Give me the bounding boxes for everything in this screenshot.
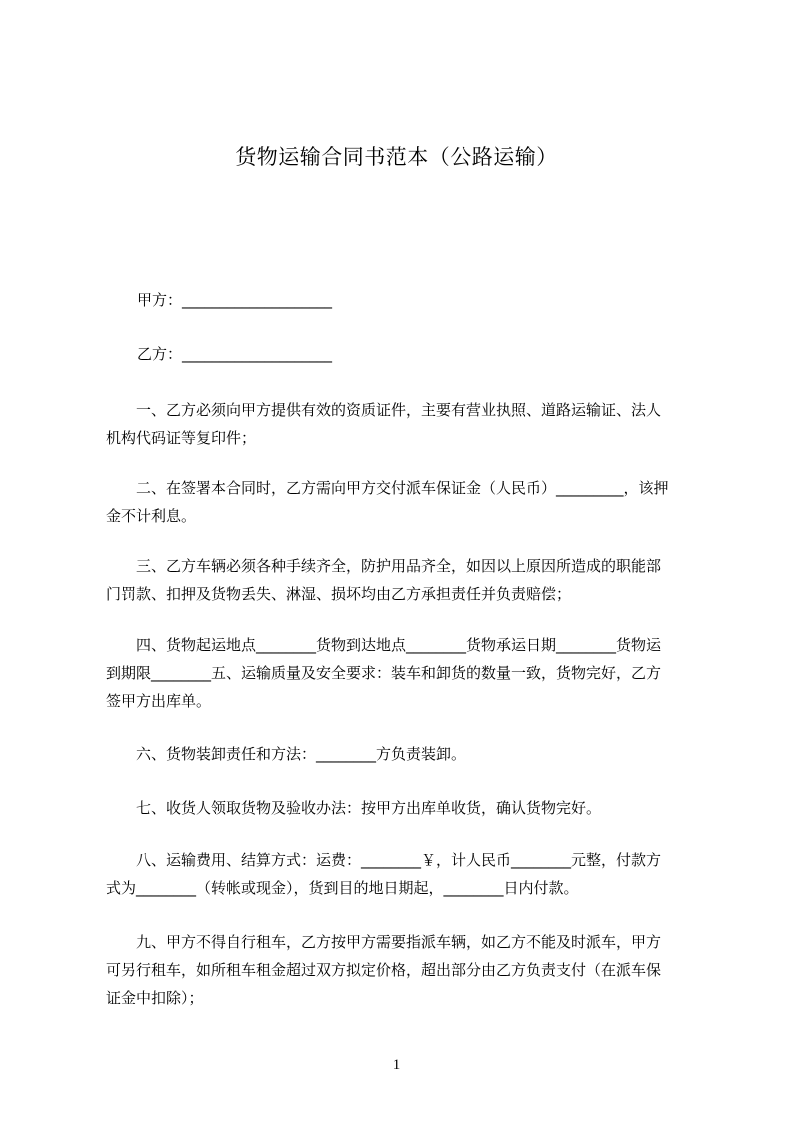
page-number: 1 (392, 1057, 401, 1073)
clause-3 (106, 552, 702, 608)
document-title: 货物运输合同书范本（公路运输） (235, 145, 558, 169)
clause-9-line-2: 可另行租车，如所租车租金超过双方拟定价格，超出部分由乙方负责支付（在派车保 (106, 961, 662, 979)
clause-8-line-1: 八、运输费用、结算方式：运费：________￥，计人民币________元整，付款方 (136, 851, 662, 869)
clause-6 (106, 740, 702, 768)
clause-9-line-1: 九、甲方不得自行租车，乙方按甲方需要指派车辆，如乙方不能及时派车，甲方 (136, 933, 662, 951)
clause-9 (106, 928, 702, 1012)
clause-2-line-1: 二、在签署本合同时，乙方需向甲方交付派车保证金（人民币）_________，该押 (136, 479, 669, 497)
party-b-line: 乙方：____________________ (137, 345, 333, 363)
clause-7-line-1: 七、收货人领取货物及验收办法：按甲方出库单收货，确认货物完好。 (136, 799, 602, 817)
clause-4-line-3: 签甲方出库单。 (106, 692, 212, 710)
clause-1 (106, 396, 702, 452)
clause-3-line-1: 三、乙方车辆必须各种手续齐全，防护用品齐全，如因以上原因所造成的职能部 (136, 557, 662, 575)
party-a-line: 甲方：____________________ (137, 291, 333, 309)
clause-4 (106, 631, 702, 715)
clause-9-line-3: 证金中扣除）； (106, 989, 204, 1007)
clause-7 (106, 794, 702, 822)
clause-4-line-2: 到期限________五、运输质量及安全要求：装车和卸货的数量一致，货物完好，乙方 (106, 664, 662, 682)
clause-8-line-2: 式为________（转帐或现金），货到目的地日期起，________日内付款。 (106, 879, 579, 897)
clause-1-line-1: 一、乙方必须向甲方提供有效的资质证件，主要有营业执照、道路运输证、法人 (136, 401, 662, 419)
clause-2 (106, 474, 702, 530)
clause-8 (106, 846, 702, 902)
clause-6-line-1: 六、货物装卸责任和方法：________方负责装卸。 (136, 745, 467, 763)
clause-1-line-2: 机构代码证等复印件； (106, 429, 257, 447)
clause-4-line-1: 四、货物起运地点________货物到达地点________货物承运日期________货物运 (136, 636, 662, 654)
clause-3-line-2: 门罚款、扣押及货物丢失、淋湿、损坏均由乙方承担责任并负责赔偿； (106, 585, 572, 603)
clause-2-line-2: 金不计利息。 (106, 507, 197, 525)
